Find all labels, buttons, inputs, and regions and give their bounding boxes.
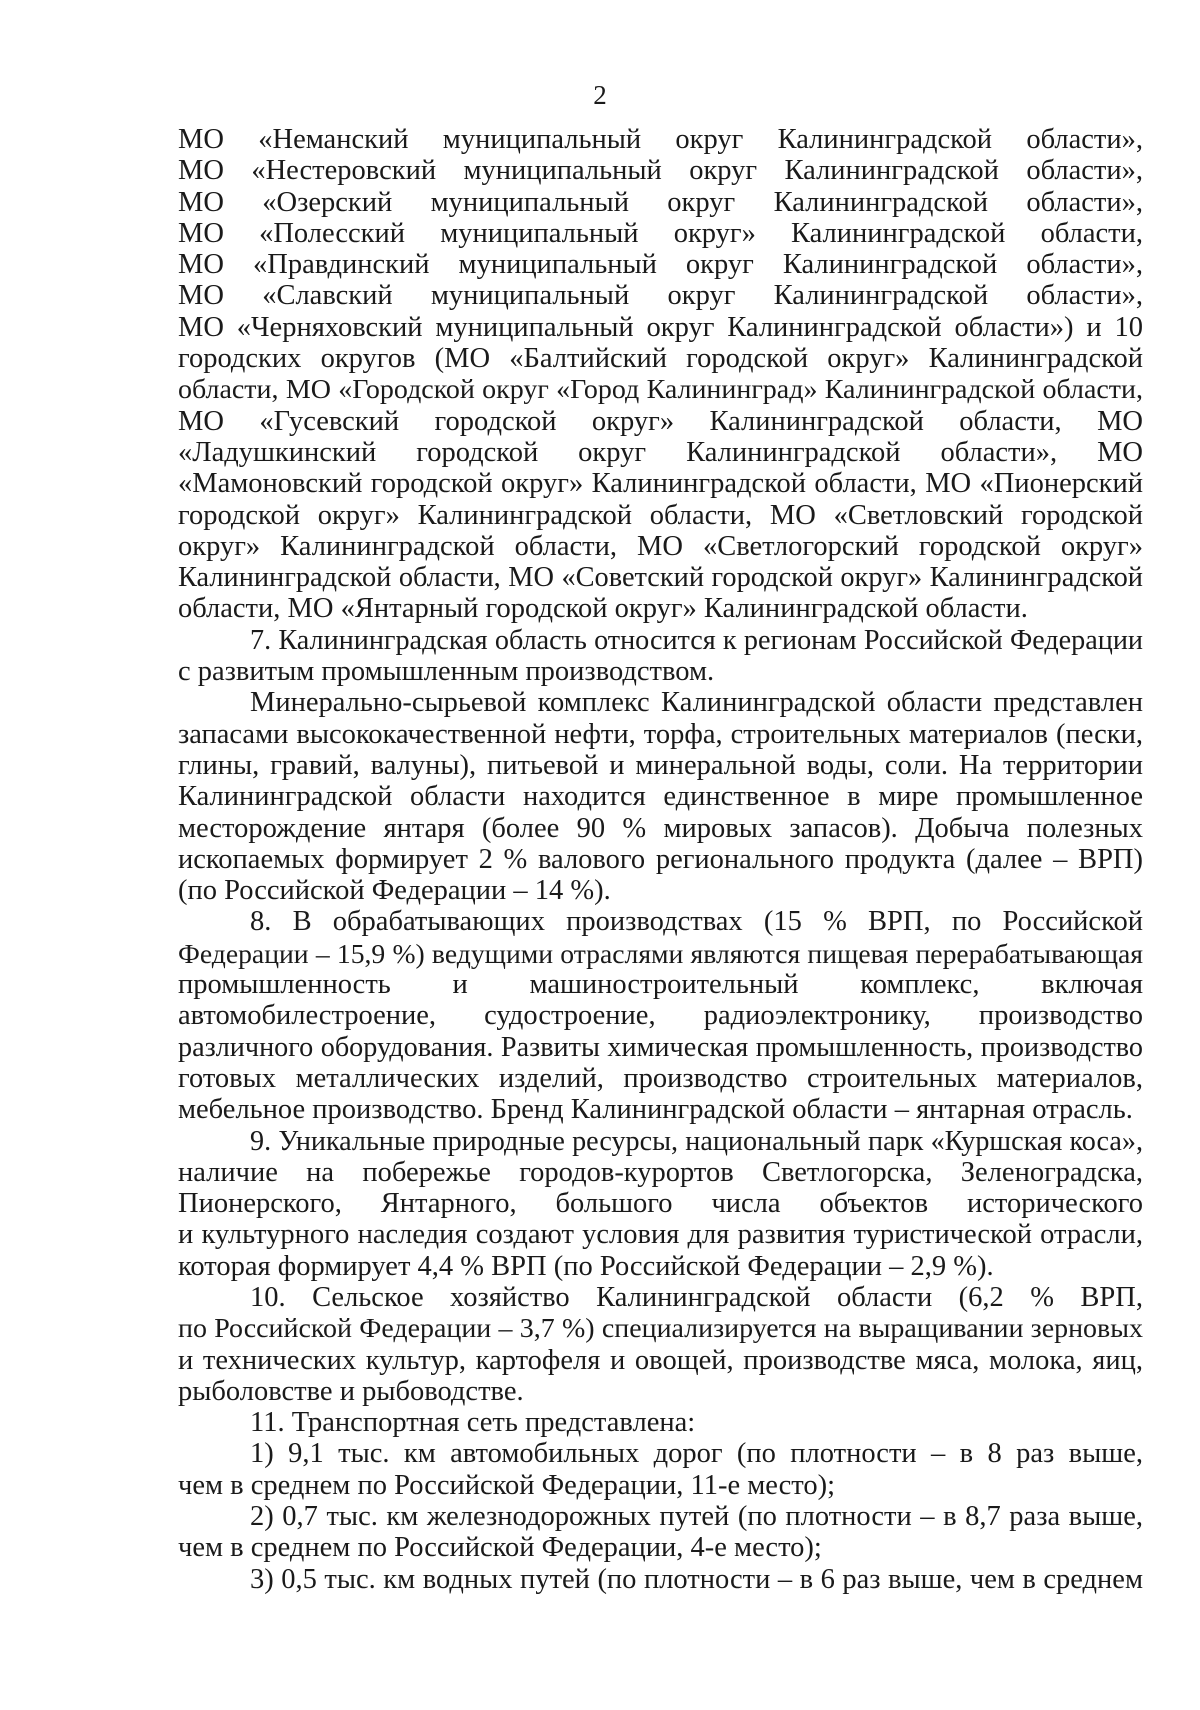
text-line: готовых металлических изделий, производство строительных материалов, bbox=[178, 1062, 1143, 1094]
text-line: глины, гравий, валуны), питьевой и минеральной воды, соли. На территории bbox=[178, 749, 1143, 781]
text-line: рыболовстве и рыбоводстве. bbox=[178, 1375, 524, 1407]
text-line: Федерации – 15,9 %) ведущими отраслями являются пищевая перерабатывающая bbox=[178, 937, 1143, 969]
text-line: 3) 0,5 тыс. км водных путей (по плотности – в 6 раз выше, чем в среднем bbox=[250, 1563, 1143, 1595]
text-line: городской округ» Калининградской области, МО «Светловский городской bbox=[178, 499, 1143, 531]
text-line: и культурного наследия создают условия для развития туристической отрасли, bbox=[178, 1219, 1143, 1251]
text-line: и технических культур, картофеля и овощей, производстве мяса, молока, яиц, bbox=[178, 1344, 1143, 1376]
text-line: с развитым промышленным производством. bbox=[178, 656, 715, 688]
text-line: 8. В обрабатывающих производствах (15 % ВРП, по Российской bbox=[250, 906, 1143, 938]
text-line: промышленность и машиностроительный комплекс, включая bbox=[178, 969, 1143, 1001]
text-line: Калининградской области находится единственное в мире промышленное bbox=[178, 781, 1143, 813]
text-line: округ» Калининградской области, МО «Светлогорский городской округ» bbox=[178, 530, 1143, 562]
text-line: МО «Правдинский муниципальный округ Калининградской области», bbox=[178, 249, 1143, 281]
page-number: 2 bbox=[593, 80, 607, 110]
text-line: автомобилестроение, судостроение, радиоэлектронику, производство bbox=[178, 1000, 1143, 1032]
text-line: «Мамоновский городской округ» Калининградской области, МО «Пионерский bbox=[178, 468, 1143, 500]
text-line: МО «Черняховский муниципальный округ Калининградской области») и 10 bbox=[178, 311, 1143, 343]
text-line: 1) 9,1 тыс. км автомобильных дорог (по плотности – в 8 раз выше, bbox=[250, 1438, 1143, 1470]
text-line: запасами высококачественной нефти, торфа, строительных материалов (пески, bbox=[178, 718, 1143, 750]
text-line: мебельное производство. Бренд Калининградской области – янтарная отрасль. bbox=[178, 1094, 1133, 1126]
text-line: МО «Неманский муниципальный округ Калининградской области», bbox=[178, 124, 1143, 155]
text-line: Минерально-сырьевой комплекс Калининградской области представлен bbox=[250, 687, 1143, 719]
text-line: чем в среднем по Российской Федерации, 11-е место); bbox=[178, 1469, 836, 1501]
text-line: Пионерского, Янтарного, большого числа объектов исторического bbox=[178, 1188, 1143, 1220]
text-line: чем в среднем по Российской Федерации, 4-е место); bbox=[178, 1532, 822, 1564]
text-line: 10. Сельское хозяйство Калининградской области (6,2 % ВРП, bbox=[250, 1281, 1143, 1313]
text-line: МО «Нестеровский муниципальный округ Калининградской области», bbox=[178, 155, 1143, 187]
text-line: МО «Озерский муниципальный округ Калининградской области», bbox=[178, 186, 1143, 218]
text-line: «Ладушкинский городской округ Калининградской области», МО bbox=[178, 436, 1143, 468]
text-line: по Российской Федерации – 3,7 %) специализируется на выращивании зерновых bbox=[178, 1313, 1143, 1345]
text-line: месторождение янтаря (более 90 % мировых запасов). Добыча полезных bbox=[178, 812, 1143, 844]
text-line: ископаемых формирует 2 % валового регионального продукта (далее – ВРП) bbox=[178, 843, 1143, 875]
text-line: 9. Уникальные природные ресурсы, национальный парк «Куршская коса», bbox=[250, 1125, 1143, 1157]
text-line: Калининградской области, МО «Советский городской округ» Калининградской bbox=[178, 562, 1143, 594]
text-line: МО «Гусевский городской округ» Калининградской области, МО bbox=[178, 405, 1143, 437]
text-line: различного оборудования. Развиты химическая промышленность, производство bbox=[178, 1031, 1143, 1063]
text-line: области, МО «Янтарный городской округ» Калининградской области. bbox=[178, 593, 1028, 625]
text-line: МО «Славский муниципальный округ Калининградской области», bbox=[178, 280, 1143, 312]
text-line: 2) 0,7 тыс. км железнодорожных путей (по плотности – в 8,7 раза выше, bbox=[250, 1501, 1143, 1533]
document-body bbox=[178, 124, 1143, 1595]
text-line: которая формирует 4,4 % ВРП (по Российской Федерации – 2,9 %). bbox=[178, 1250, 994, 1282]
text-line: МО «Полесский муниципальный округ» Калининградской области, bbox=[178, 217, 1143, 249]
text-line: городских округов (МО «Балтийский городской округ» Калининградской bbox=[178, 343, 1143, 375]
text-line: наличие на побережье городов-курортов Светлогорска, Зеленоградска, bbox=[178, 1156, 1143, 1188]
text-line: области, МО «Городской округ «Город Калининград» Калининградской области, bbox=[178, 374, 1143, 406]
text-line: 11. Транспортная сеть представлена: bbox=[250, 1407, 696, 1439]
text-line: 7. Калининградская область относится к регионам Российской Федерации bbox=[250, 624, 1143, 656]
text-line: (по Российской Федерации – 14 %). bbox=[178, 875, 611, 907]
